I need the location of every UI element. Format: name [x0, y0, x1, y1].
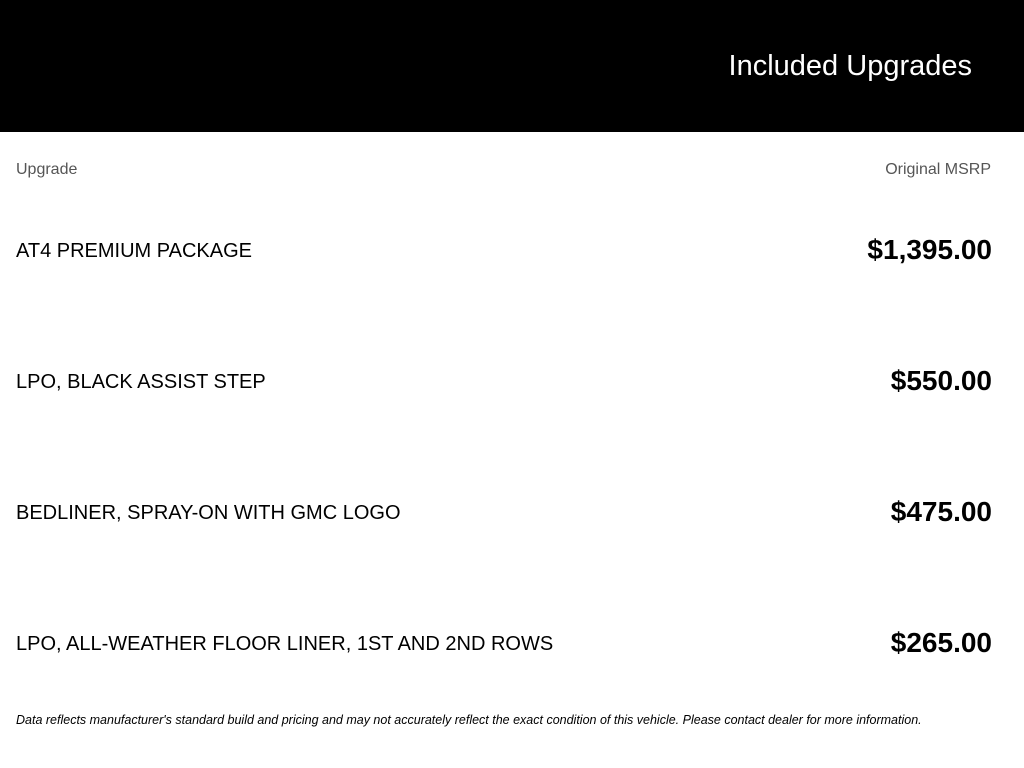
upgrade-price: $550.00 [890, 365, 992, 396]
column-header-upgrade: Upgrade [16, 161, 78, 178]
page-title: Included Upgrades [728, 50, 972, 82]
upgrade-price: $265.00 [890, 627, 992, 658]
column-header-msrp: Original MSRP [885, 161, 991, 178]
upgrade-name: LPO, BLACK ASSIST STEP [16, 371, 266, 393]
upgrade-row [16, 494, 992, 530]
upgrade-row [16, 363, 992, 399]
upgrade-name: AT4 PREMIUM PACKAGE [16, 240, 252, 262]
upgrade-name: LPO, ALL-WEATHER FLOOR LINER, 1ST AND 2ND ROWS [16, 633, 554, 655]
page-header [0, 0, 1024, 132]
upgrade-name: BEDLINER, SPRAY-ON WITH GMC LOGO [16, 502, 401, 524]
upgrade-row [16, 625, 992, 661]
disclaimer-text: Data reflects manufacturer's standard build and pricing and may not accurately reflect the exact condition of this vehicle. Please contact dealer for more information. [16, 713, 922, 727]
upgrade-row [16, 232, 992, 268]
column-headers [16, 160, 991, 180]
upgrade-price: $1,395.00 [867, 234, 992, 265]
upgrade-price: $475.00 [890, 496, 992, 527]
